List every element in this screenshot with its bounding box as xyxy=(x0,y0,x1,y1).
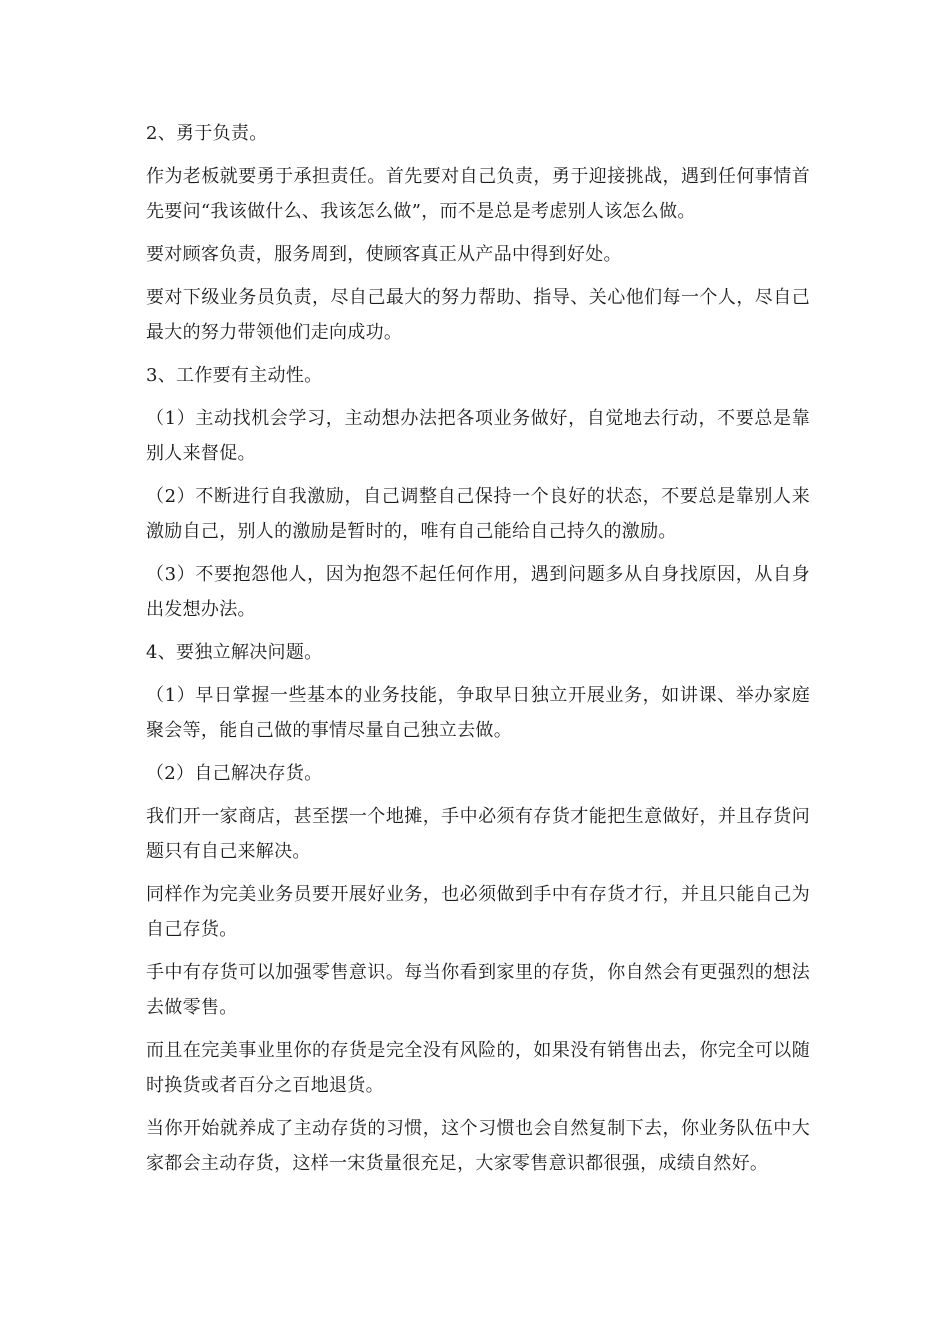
paragraph: 要对下级业务员负责，尽自己最大的努力帮助、指导、关心他们每一个人，尽自己最大的努力带领他们走向成功。 xyxy=(146,287,810,343)
paragraph: 而且在完美事业里你的存货是完全没有风险的，如果没有销售出去，你完全可以随时换货或者百分之百地退货。 xyxy=(146,1040,810,1096)
section-heading-3: 3、工作要有主动性。 xyxy=(146,365,323,386)
paragraph: 我们开一家商店，甚至摆一个地摊，手中必须有存货才能把生意做好，并且存货问题只有自己来解决。 xyxy=(146,806,810,862)
list-item: （1）主动找机会学习，主动想办法把各项业务做好，自觉地去行动，不要总是靠别人来督促。 xyxy=(146,408,810,464)
section-heading-2: 2、勇于负责。 xyxy=(146,123,268,144)
list-item: （2）自己解决存货。 xyxy=(146,763,323,784)
document-body xyxy=(146,116,810,1189)
paragraph: 作为老板就要勇于承担责任。首先要对自己负责，勇于迎接挑战，遇到任何事情首先要问“我该做什么、我该怎么做”，而不是总是考虑别人该怎么做。 xyxy=(146,166,810,222)
list-item: （1）早日掌握一些基本的业务技能，争取早日独立开展业务，如讲课、举办家庭聚会等，能自己做的事情尽量自己独立去做。 xyxy=(146,685,810,741)
paragraph: 当你开始就养成了主动存货的习惯，这个习惯也会自然复制下去，你业务队伍中大家都会主动存货，这样一宋货量很充足，大家零售意识都很强，成绩自然好。 xyxy=(146,1118,810,1174)
list-item: （3）不要抱怨他人，因为抱怨不起任何作用，遇到问题多从自身找原因，从自身出发想办法。 xyxy=(146,564,810,620)
list-item: （2）不断进行自我激励，自己调整自己保持一个良好的状态，不要总是靠别人来激励自己，别人的激励是暂时的，唯有自己能给自己持久的激励。 xyxy=(146,486,810,542)
paragraph: 手中有存货可以加强零售意识。每当你看到家里的存货，你自然会有更强烈的想法去做零售。 xyxy=(146,962,810,1018)
paragraph: 同样作为完美业务员要开展好业务，也必须做到手中有存货才行，并且只能自己为自己存货。 xyxy=(146,884,810,940)
section-heading-4: 4、要独立解决问题。 xyxy=(146,642,323,663)
paragraph: 要对顾客负责，服务周到，使顾客真正从产品中得到好处。 xyxy=(146,244,622,265)
